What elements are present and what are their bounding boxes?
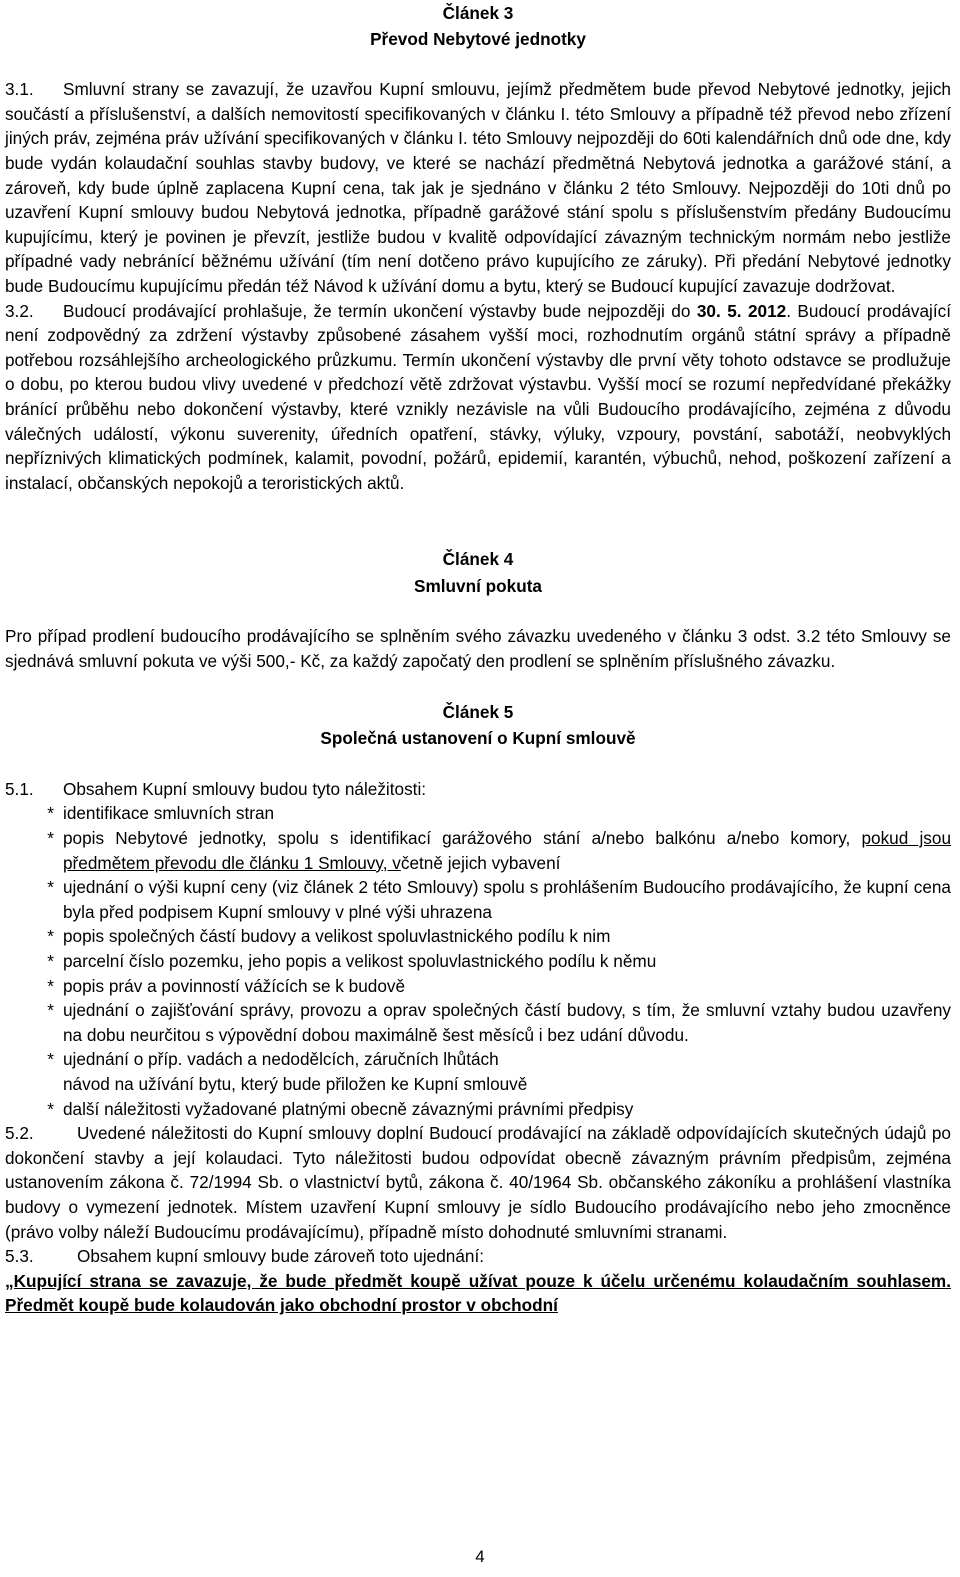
paragraph-3-2-text-a: Budoucí prodávající prohlašuje, že termín ukončení výstavby bude nejpozději do xyxy=(63,300,697,321)
paragraph-3-2-text-b: . Budoucí prodávající není zodpovědný za zdržení výstavby způsobené zásahem vyšší moci, rozhodnutím orgánů státní správy a případně potřebou rozsáhlejšího archeologického průzkumu. Termín ukončení výstavby dle první věty tohoto odstavce se prodlužuje o dobu, po kterou budou vlivy uvedené v předchozí větě zdržovat výstavbu. Vyšší mocí se rozumí nepředvídané překážky bránící průběhu nebo dokončení výstavby, které vznikly nezávisle na vůli Budoucího prodávajícího, zejména z důvodu válečných událostí, výkonu suverenity, úředních opatření, stávky, výluky, vzpoury, povstání, sabotáží, neobvyklých nepříznivých klimatických podmínek, kalamit, povodní, požárů, epidemií, karantén, výbuchů, nehod, poškození zařízení a instalací, občanských nepokojů a teroristických aktů. xyxy=(5,300,951,493)
paragraph-5-3-intro: Obsahem kupní smlouvy bude zároveň toto ujednání: xyxy=(77,1246,485,1267)
bullet: * xyxy=(47,926,54,947)
list-item-line-2: návod na užívání bytu, který bude přiložen ke Kupní smlouvě xyxy=(63,1073,528,1094)
paragraph-3-2-number: 3.2. xyxy=(5,300,34,321)
paragraph-3-1-number: 3.1. xyxy=(5,79,34,100)
list-item-text: další náležitosti vyžadované platnými obecně závaznými právními předpisy xyxy=(63,1098,634,1119)
list-item-text-a: popis Nebytové jednotky, spolu s identifikací garážového stání a/nebo balkónu a/nebo komory, xyxy=(63,828,862,849)
paragraph-5-2 xyxy=(5,1121,951,1244)
list-item-text xyxy=(63,826,951,875)
bullet: * xyxy=(47,975,54,996)
list-item xyxy=(5,998,951,1047)
paragraph-5-1-intro: Obsahem Kupní smlouvy budou tyto náležitosti: xyxy=(63,778,427,799)
list-item-text: ujednání o zajišťování správy, provozu a oprav společných částí budovy, s tím, že smluvní vztahy budou uzavřeny na dobu neurčitou s výpovědní dobou maximálně šest měsíců i bez udání důvodu. xyxy=(63,1000,951,1045)
paragraph-5-3-number: 5.3. xyxy=(5,1246,34,1267)
article-3-subtitle: Převod Nebytové jednotky xyxy=(370,28,586,49)
article-5-subtitle: Společná ustanovení o Kupní smlouvě xyxy=(320,728,636,749)
list-item xyxy=(5,1047,951,1096)
paragraph-5-2-text: Uvedené náležitosti do Kupní smlouvy doplní Budoucí prodávající na základě odpovídajících skutečných údajů po dokončení stavby a její kolaudaci. Tyto náležitosti budou odpovídat obecně závazným právním předpisům, zejména ustanovením zákona č. 72/1994 Sb. o vlastnictví bytů, zákona č. 40/1964 Sb. občanského zákoníku a prohlášení vlastníka budovy o vymezení jednotek. Místem uzavření Kupní smlouvy je sídlo Budoucího prodávajícího nebo jeho zmocněnce (právo volby náleží Budoucímu prodávajícímu), případně místo dohodnuté smluvními stranami. xyxy=(5,1123,951,1242)
paragraph-5-1-number: 5.1. xyxy=(5,778,34,799)
article-3-title: Článek 3 xyxy=(442,3,514,23)
page-number: 4 xyxy=(475,1547,485,1566)
list-item-text: identifikace smluvních stran xyxy=(63,803,275,824)
list-item xyxy=(5,974,951,999)
list-item xyxy=(5,949,951,974)
list-item xyxy=(5,875,951,924)
paragraph-5-3-quote: „Kupující strana se zavazuje, že bude předmět koupě užívat pouze k účelu určenému kolaudačním souhlasem. Předmět koupě bude kolaudován jako obchodní prostor v obchodní xyxy=(5,1270,951,1316)
bullet: * xyxy=(47,951,54,971)
bullet: * xyxy=(47,1098,54,1119)
paragraph-3-1-text: Smluvní strany se zavazují, že uzavřou Kupní smlouvu, jejímž předmětem bude převod Nebytové jednotky, jejich součástí a příslušenství, a dalších nemovitostí specifikovaných v článku I. této Smlouvy a případně též převod nebo zřízení jiných práv, zejména práv užívání specifikovaných v článku I. této Smlouvy nejpozději do 60ti kalendářních dnů ode dne, kdy bude vydán kolaudační souhlas stavby budovy, ve které se nachází předmětná Nebytová jednotka a garážové stání, a zároveň, kdy bude úplně zaplacena Kupní cena, tak jak je sjednáno v článku 2 této Smlouvy. Nejpozději do 10ti dnů po uzavření Kupní smlouvy budou Nebytová jednotka, případně garážové stání spolu s příslušenstvím předány Budoucímu kupujícímu, který je povinen je převzít, jestliže budou v kvalitě odpovídající závazným technickým normám nebo jestliže případné vady nebránící běžnému užívání (tím není dotčeno právo kupujícího ze záruky). Při předání Nebytové jednotky bude Budoucímu kupujícímu předán též Návod k užívání domu a bytu, který se Budoucí kupující zavazuje dodržovat. xyxy=(5,79,951,296)
article-4-subtitle: Smluvní pokuta xyxy=(414,575,542,596)
bullet: * xyxy=(47,877,54,898)
article-5-title: Článek 5 xyxy=(442,701,514,722)
paragraph-3-1 xyxy=(5,77,951,298)
list-item-text-b: četně jejich vybavení xyxy=(400,852,561,873)
paragraph-5-2-number: 5.2. xyxy=(5,1123,34,1144)
article-4-title: Článek 4 xyxy=(442,549,514,570)
bullet: * xyxy=(47,803,54,824)
bullet: * xyxy=(47,1049,54,1070)
paragraph-5-1 xyxy=(5,777,951,802)
list-item-text: parcelní číslo pozemku, jeho popis a velikost spoluvlastnického podílu k němu xyxy=(63,951,657,971)
list-item-text: popis práv a povinností vážících se k budově xyxy=(63,975,406,996)
document-page xyxy=(5,0,951,1318)
list-item-line-1: ujednání o příp. vadách a nedodělcích, záručních lhůtách xyxy=(63,1049,499,1070)
list-item-text xyxy=(63,1047,951,1096)
list-item-text: popis společných částí budovy a velikost spoluvlastnického podílu k nim xyxy=(63,926,611,947)
paragraph-5-3 xyxy=(5,1244,951,1269)
list-item-underlined: pokud jsou předmětem převodu dle článku 1 Smlouvy, v xyxy=(63,828,952,873)
paragraph-3-2 xyxy=(5,299,951,496)
list-item xyxy=(5,801,951,826)
list-item xyxy=(5,1097,951,1122)
list-item xyxy=(5,924,951,949)
bullet: * xyxy=(47,828,54,849)
list-item xyxy=(5,826,951,875)
list-item-text: ujednání o výši kupní ceny (viz článek 2 této Smlouvy) spolu s prohlášením Budoucího prodávajícího, že kupní cena byla před podpisem Kupní smlouvy v plné výši uhrazena xyxy=(63,877,951,922)
article-4-text: Pro případ prodlení budoucího prodávajícího se splněním svého závazku uvedeného v článku 3 odst. 3.2 této Smlouvy se sjednává smluvní pokuta ve výši 500,- Kč, za každý započatý den prodlení se splněním příslušného závazku. xyxy=(5,626,951,672)
bullet: * xyxy=(47,1000,54,1021)
completion-date: 30. 5. 2012 xyxy=(696,300,787,321)
